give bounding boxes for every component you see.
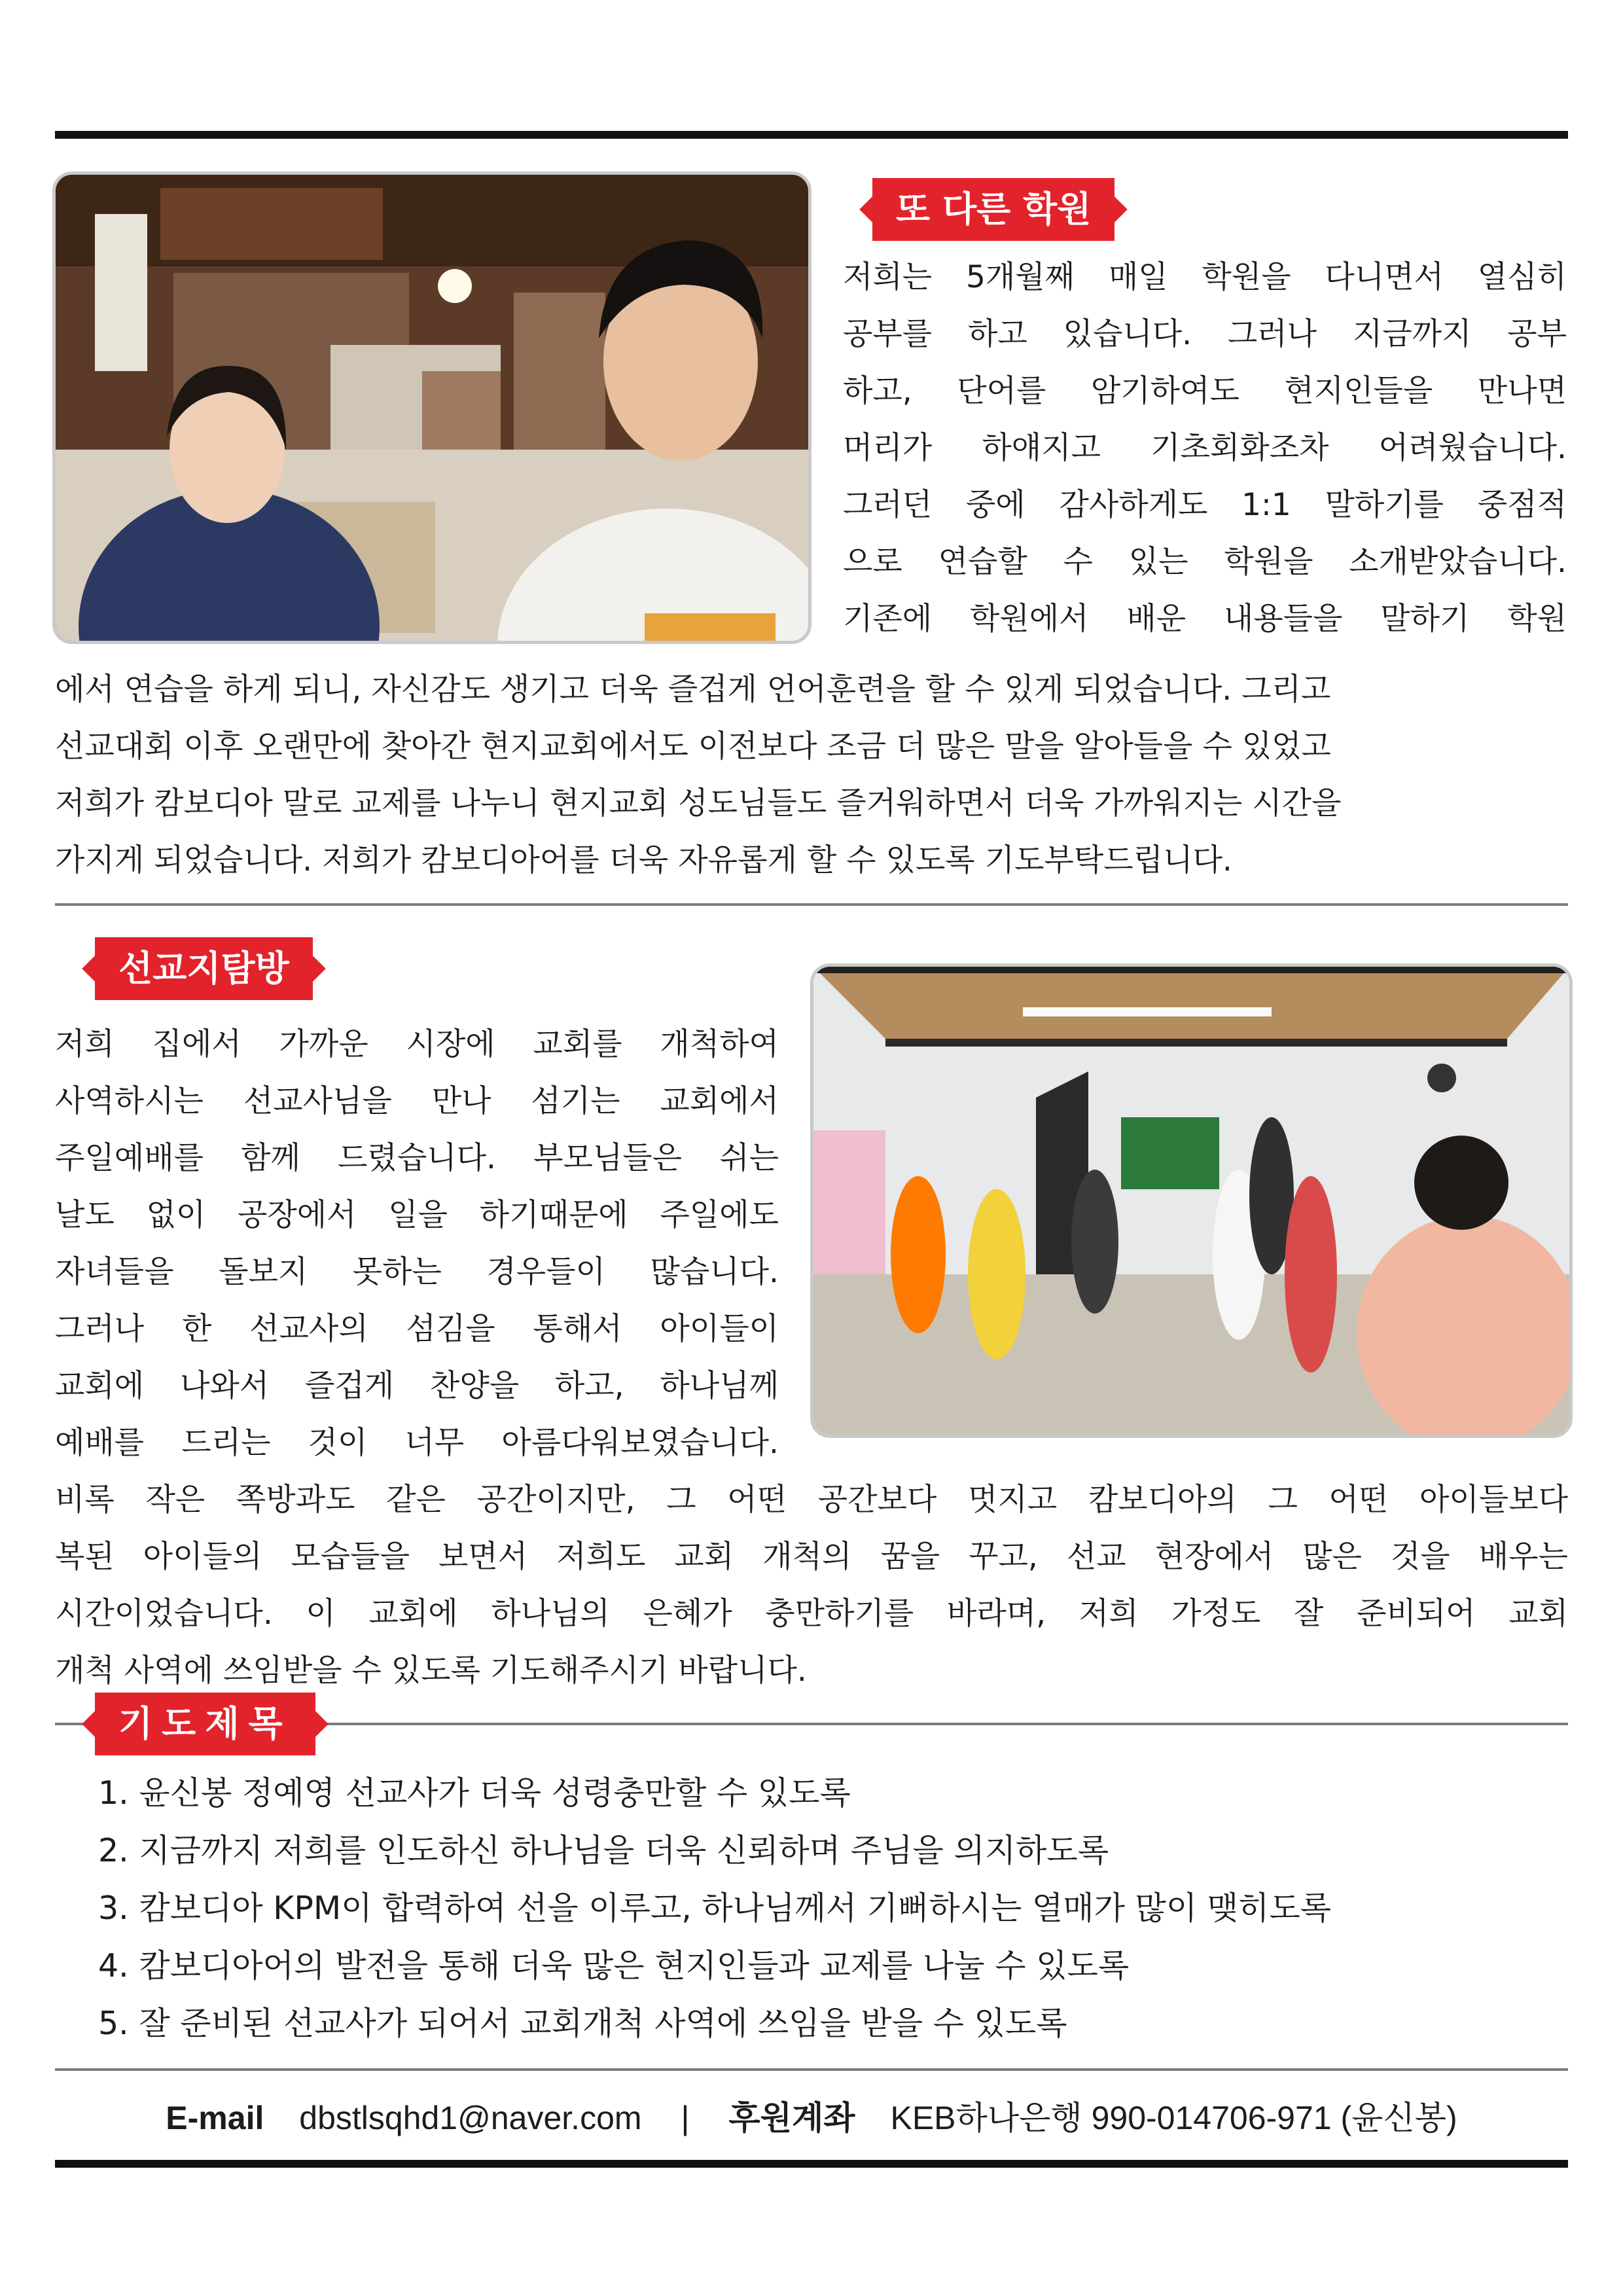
- section-tag-mission-visit: 선교지탐방: [95, 937, 313, 1000]
- text-line: 가지게 되었습니다. 저희가 캄보디아어를 더욱 자유롭게 할 수 있도록 기도부탁드립니다.: [55, 842, 1232, 878]
- text-line: 주일예배를 함께 드렸습니다. 부모님들은 쉬는: [55, 1140, 779, 1176]
- section2-full-text: [55, 1471, 1568, 1699]
- prayer-item: 4. 캄보디아어의 발전을 통해 더욱 많은 현지인들과 교제를 나눌 수 있도록: [98, 1947, 1130, 1984]
- prayer-list: [98, 1765, 1331, 2053]
- text-line: 저희는 5개월째 매일 학원을 다니면서 열심히: [843, 259, 1567, 295]
- church-children-illustration: [813, 967, 1569, 1435]
- text-line: 개척 사역에 쓰임받을 수 있도록 기도해주시기 바랍니다.: [55, 1653, 807, 1689]
- text-line: 교회에 나와서 즐겁게 찬양을 하고, 하나님께: [55, 1368, 779, 1404]
- footer-contact: [0, 2092, 1623, 2144]
- text-line: 시간이었습니다. 이 교회에 하나님의 은혜가 충만하기를 바라며, 저희 가정도 잘 준비되어 교회: [55, 1596, 1568, 1632]
- text-line: 선교대회 이후 오랜만에 찾아간 현지교회에서도 이전보다 조금 더 많은 말을 알아들을 수 있었고: [55, 728, 1331, 764]
- account-number: KEB하나은행 990-014706-971 (윤신봉): [890, 2100, 1457, 2136]
- top-rule: [55, 131, 1568, 139]
- footer-separator: |: [681, 2100, 690, 2136]
- text-line: 복된 아이들의 모습들을 보면서 저희도 교회 개척의 꿈을 꾸고, 선교 현장에서 많은 것을 배우는: [55, 1539, 1568, 1575]
- footer-divider: [55, 2068, 1568, 2071]
- email-label: E-mail: [166, 2100, 264, 2136]
- section-divider: [55, 903, 1568, 906]
- couple-selfie-photo: [52, 171, 812, 644]
- text-line: 저희 집에서 가까운 시장에 교회를 개척하여: [55, 1026, 779, 1062]
- section-tag-prayer: 기도제목: [95, 1693, 315, 1755]
- section1-narrow-text: [843, 249, 1567, 647]
- text-line: 기존에 학원에서 배운 내용들을 말하기 학원: [843, 601, 1567, 637]
- text-line: 머리가 하얘지고 기초회화조차 어려웠습니다.: [843, 430, 1567, 466]
- text-line: 저희가 캄보디아 말로 교제를 나누니 현지교회 성도님들도 즐거워하면서 더욱 가까워지는 시간을: [55, 785, 1342, 821]
- text-line: 그러던 중에 감사하게도 1:1 말하기를 중점적: [843, 487, 1567, 523]
- prayer-item: 1. 윤신봉 정예영 선교사가 더욱 성령충만할 수 있도록: [98, 1774, 851, 1812]
- text-line: 자녀들을 돌보지 못하는 경우들이 많습니다.: [55, 1254, 779, 1290]
- prayer-item: 2. 지금까지 저희를 인도하신 하나님을 더욱 신뢰하며 주님을 의지하도록: [98, 1832, 1109, 1869]
- account-label: 후원계좌: [728, 2100, 855, 2136]
- text-line: 날도 없이 공장에서 일을 하기때문에 주일에도: [55, 1197, 779, 1233]
- text-line: 하고, 단어를 암기하여도 현지인들을 만나면: [843, 373, 1567, 409]
- couple-selfie-illustration: [56, 175, 808, 641]
- church-children-photo: [810, 963, 1573, 1438]
- text-line: 그러나 한 선교사의 섬김을 통해서 아이들이: [55, 1311, 779, 1347]
- text-line: 공부를 하고 있습니다. 그러나 지금까지 공부: [843, 316, 1567, 352]
- email-address[interactable]: dbstlsqhd1@naver.com: [299, 2100, 642, 2136]
- text-line: 에서 연습을 하게 되니, 자신감도 생기고 더욱 즐겁게 언어훈련을 할 수 있게 되었습니다. 그리고: [55, 672, 1331, 708]
- prayer-item: 5. 잘 준비된 선교사가 되어서 교회개척 사역에 쓰임을 받을 수 있도록: [98, 2005, 1067, 2042]
- section1-full-text: [55, 661, 1568, 889]
- text-line: 비록 작은 쪽방과도 같은 공간이지만, 그 어떤 공간보다 멋지고 캄보디아의 그 어떤 아이들보다: [55, 1482, 1568, 1518]
- prayer-item: 3. 캄보디아 KPM이 합력하여 선을 이루고, 하나님께서 기뻐하시는 열매가 많이 맺히도록: [98, 1890, 1332, 1927]
- text-line: 예배를 드리는 것이 너무 아름다워보였습니다.: [55, 1425, 779, 1461]
- section2-narrow-text: [55, 1016, 779, 1471]
- bottom-rule: [55, 2160, 1568, 2168]
- text-line: 사역하시는 선교사님을 만나 섬기는 교회에서: [55, 1083, 779, 1119]
- text-line: 으로 연습할 수 있는 학원을 소개받았습니다.: [843, 544, 1567, 580]
- section-tag-academy: 또 다른 학원: [872, 178, 1115, 241]
